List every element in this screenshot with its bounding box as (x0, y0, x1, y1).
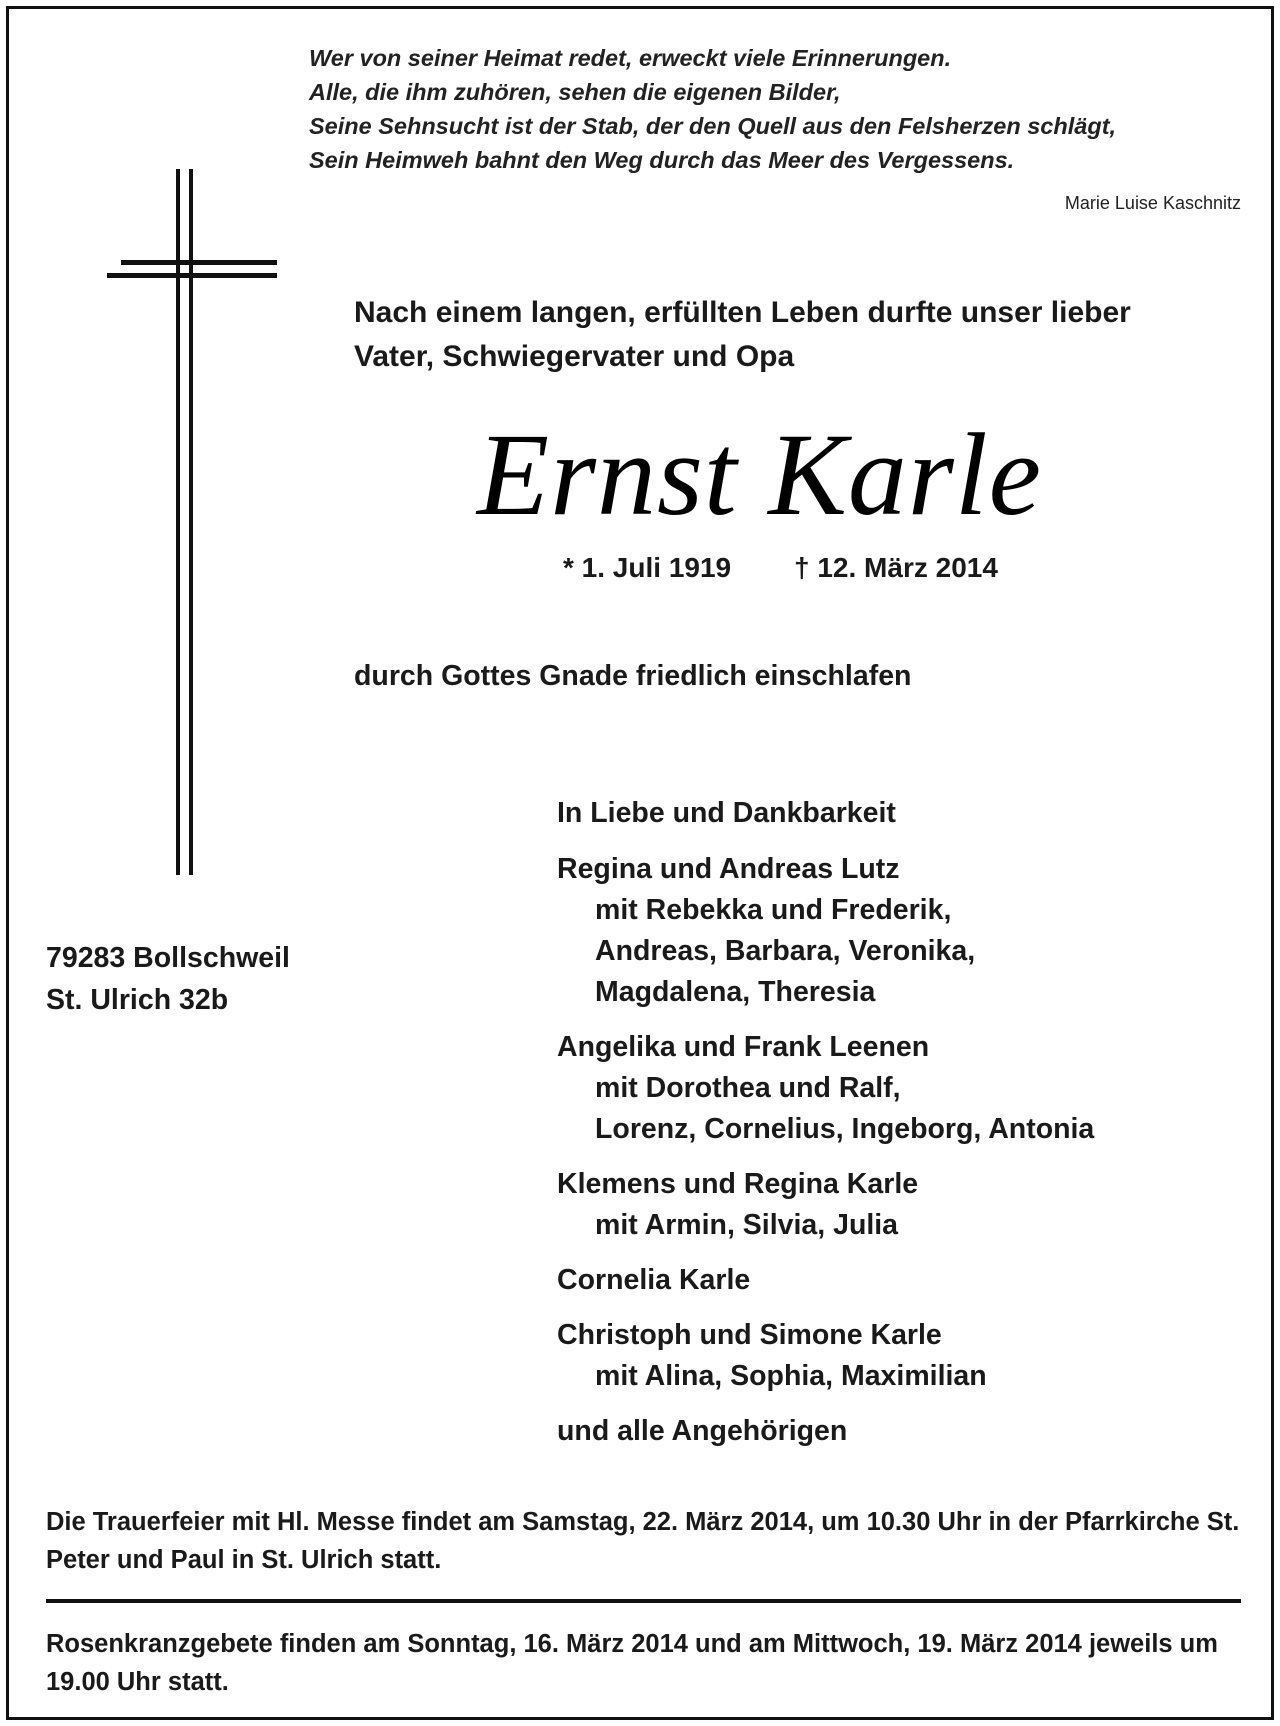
deceased-name: Ernst Karle (477, 409, 1042, 540)
address-line: 79283 Bollschweil (46, 942, 290, 974)
family-line: Angelika und Frank Leenen (557, 1031, 930, 1063)
birth-date: * 1. Juli 1919 (563, 552, 732, 583)
rosary-info: Rosenkranzgebete finden am Sonntag, 16. März 2014 und am Mittwoch, 19. März 2014 jeweils um 19.00 Uhr statt. (46, 1630, 1218, 1696)
mourners-closing: und alle Angehörigen (557, 1415, 848, 1447)
poem-author: Marie Luise Kaschnitz (1064, 193, 1241, 213)
obituary-notice (6, 6, 1274, 1720)
poem (309, 41, 1116, 177)
poem-line: Alle, die ihm zuhören, sehen die eigenen Bilder, (309, 79, 841, 105)
intro-line: Nach einem langen, erfüllten Leben durfte unser lieber (354, 296, 1131, 329)
family-group (557, 849, 1094, 1013)
family-line: Klemens und Regina Karle (557, 1168, 919, 1200)
poem-line: Sein Heimweh bahnt den Weg durch das Meer des Vergessens. (309, 147, 1015, 173)
family-line: Regina und Andreas Lutz (557, 853, 900, 885)
family-line: mit Armin, Silvia, Julia (595, 1209, 899, 1241)
intro-line: Vater, Schwiegervater und Opa (354, 340, 795, 373)
family-line: mit Dorothea und Ralf, (595, 1072, 901, 1104)
family-line: mit Rebekka und Frederik, (595, 894, 952, 926)
funeral-info: Die Trauerfeier mit Hl. Messe findet am Samstag, 22. März 2014, um 10.30 Uhr in der Pfarrkirche St. Peter und Paul in St. Ulrich statt. (46, 1508, 1240, 1574)
passing-text: durch Gottes Gnade friedlich einschlafen (354, 660, 912, 692)
poem-line: Seine Sehnsucht ist der Stab, der den Quell aus den Felsherzen schlägt, (309, 113, 1117, 139)
family-line: Cornelia Karle (557, 1264, 751, 1296)
family-group (557, 1260, 1094, 1301)
death-date: † 12. März 2014 (794, 552, 998, 583)
family-line: Lorenz, Cornelius, Ingeborg, Antonia (595, 1113, 1095, 1145)
mourners-heading: In Liebe und Dankbarkeit (557, 797, 896, 829)
family-group (557, 1027, 1094, 1150)
family-group (557, 1315, 1094, 1397)
mourners (557, 793, 1094, 1452)
address (46, 937, 290, 1021)
address-line: St. Ulrich 32b (46, 984, 229, 1016)
family-line: Andreas, Barbara, Veronika, (595, 935, 976, 967)
intro-text (354, 291, 1131, 379)
family-line: Magdalena, Theresia (595, 976, 876, 1008)
divider (46, 1599, 1241, 1603)
family-group (557, 1164, 1094, 1246)
poem-line: Wer von seiner Heimat redet, erweckt viele Erinnerungen. (309, 45, 952, 71)
family-line: Christoph und Simone Karle (557, 1319, 942, 1351)
family-line: mit Alina, Sophia, Maximilian (595, 1360, 987, 1392)
